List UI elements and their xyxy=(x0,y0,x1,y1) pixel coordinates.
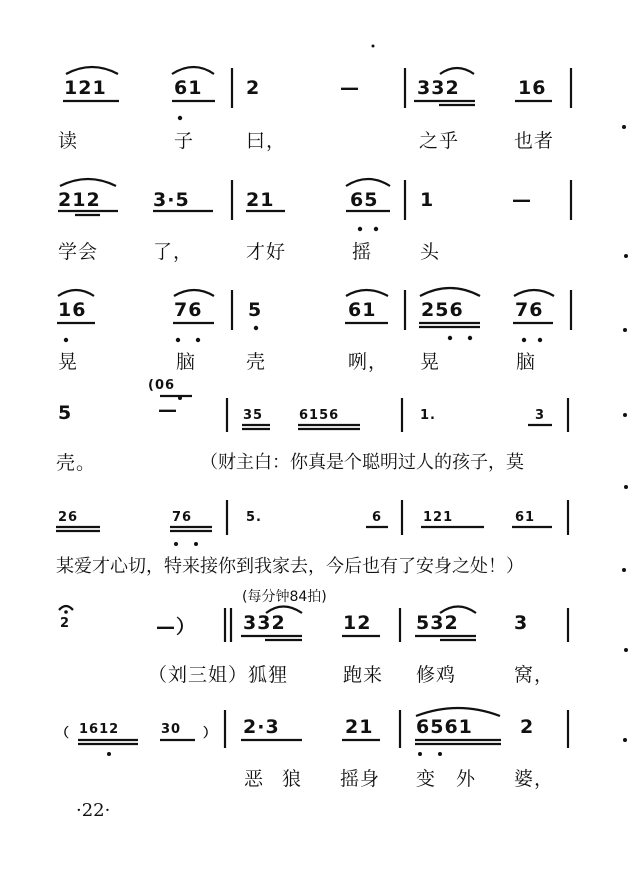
note-group: 6561 xyxy=(416,716,473,738)
note-group: 76 xyxy=(515,299,544,321)
lyric: 头 xyxy=(420,241,441,263)
lyric: 窝， xyxy=(514,664,555,686)
note-group: 5 xyxy=(58,402,73,424)
paren-open: （ xyxy=(56,726,71,741)
lyric: 外 xyxy=(456,768,477,790)
note-group: 6156 xyxy=(299,408,340,423)
note-group: 16 xyxy=(518,77,547,99)
lyric: 曰， xyxy=(246,130,287,152)
tempo-marking: (每分钟84拍) xyxy=(242,589,327,605)
lyric: （刘三姐）狐狸 xyxy=(148,664,289,686)
note-group: 332 xyxy=(417,77,460,99)
lyric: 也者 xyxy=(514,130,555,152)
lyric: 咧， xyxy=(348,351,389,373)
note-group: 5 xyxy=(248,299,263,321)
note-group: 12 xyxy=(343,612,372,634)
note-group: 61 xyxy=(348,299,377,321)
dash-sustain: — xyxy=(512,189,532,211)
note-group: 2 xyxy=(246,77,261,99)
lyric: 变 xyxy=(416,768,437,790)
note-group: 121 xyxy=(64,77,107,99)
note-group: 21 xyxy=(345,716,374,738)
spoken-line: （财主白：你真是个聪明过人的孩子，莫 xyxy=(200,452,524,473)
lyric: 才好 xyxy=(246,241,287,263)
spoken-line: 某爱才心切，特来接你到我家去，今后也有了安身之处！） xyxy=(56,556,524,577)
note-group: 2 xyxy=(520,716,535,738)
note-fermata: 2 xyxy=(60,616,71,631)
note-group: 1 xyxy=(420,189,435,211)
paren-close: ） xyxy=(203,726,218,741)
lyric: 读 xyxy=(58,130,79,152)
note-group: 121 xyxy=(423,510,454,525)
lyric: 脑 xyxy=(516,351,537,373)
dash-sustain: —） xyxy=(156,616,197,638)
lyric: 之乎 xyxy=(419,130,460,152)
note-group: 21 xyxy=(246,189,275,211)
lyric: 晃 xyxy=(420,351,441,373)
note-group: 3·5 xyxy=(153,189,190,211)
note-group: 256 xyxy=(421,299,464,321)
lyric: 婆， xyxy=(514,768,555,790)
page-number: ·22· xyxy=(76,800,111,821)
note-group: 6 xyxy=(372,510,383,525)
lyric: 了， xyxy=(153,241,194,263)
lyric: 摇身 xyxy=(340,768,381,790)
note-group: 76 xyxy=(174,299,203,321)
note-group: 3 xyxy=(514,612,529,634)
lyric: 子 xyxy=(174,130,195,152)
lyric: 跑来 xyxy=(343,664,384,686)
note-group: 5. xyxy=(246,510,262,525)
note-group: 76 xyxy=(172,510,193,525)
note-group: 61 xyxy=(174,77,203,99)
dash-sustain: — xyxy=(158,399,178,421)
lyric: 学会 xyxy=(58,241,99,263)
note-group: 1612 xyxy=(79,722,120,737)
lyric: 壳。 xyxy=(56,452,97,474)
note-group: 212 xyxy=(58,189,101,211)
lyric: 晃 xyxy=(58,351,79,373)
lyric: 狼 xyxy=(282,768,303,790)
lyric: 恶 xyxy=(244,768,265,790)
note-group: 532 xyxy=(416,612,459,634)
note-group: 65 xyxy=(350,189,379,211)
lyric: 摇 xyxy=(352,241,373,263)
note-group: 2·3 xyxy=(243,716,280,738)
note-group: 16 xyxy=(58,299,87,321)
note-group: 30 xyxy=(161,722,182,737)
lyric: 脑 xyxy=(176,351,197,373)
lyric: 壳 xyxy=(246,351,267,373)
note-group: 61 xyxy=(515,510,536,525)
lyric: 修鸡 xyxy=(416,664,457,686)
note-group: 3 xyxy=(535,408,546,423)
note-group-pickup: (06 xyxy=(148,378,176,393)
note-group: 1. xyxy=(420,408,436,423)
note-group: 26 xyxy=(58,510,79,525)
note-group: 35 xyxy=(243,408,264,423)
note-group: 332 xyxy=(243,612,286,634)
dash-sustain: — xyxy=(340,77,360,99)
